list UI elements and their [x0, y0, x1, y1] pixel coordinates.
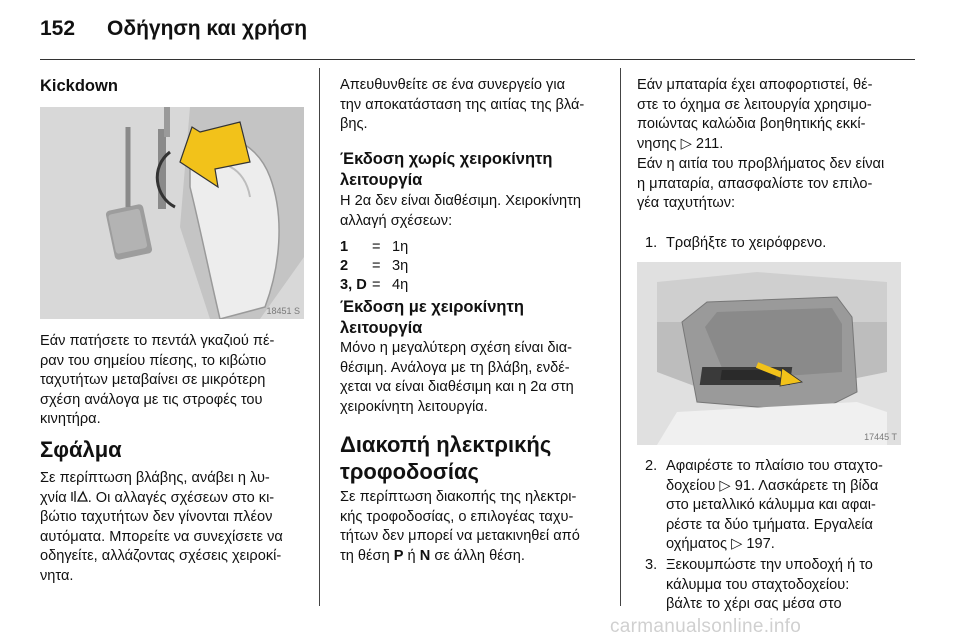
power-failure-section-title: Διακοπή ηλεκτρικής τροφοδοσίας	[340, 432, 552, 484]
power-failure-text	[340, 488, 618, 566]
cause-text	[637, 155, 927, 214]
text-line: Αφαιρέστε το πλαίσιο του σταχτο-	[666, 458, 883, 474]
ashtray-illustration	[637, 262, 901, 445]
transmission-warning-icon	[71, 490, 88, 503]
text-line: τη θέση P ή N σε άλλη θέση.	[340, 547, 525, 564]
text-line: νησης ▷ 211.	[637, 135, 724, 152]
text-line: Απευθυνθείτε σε ένα συνεργείο για	[340, 77, 566, 93]
page-reference-triangle-icon: ▷	[731, 536, 743, 553]
column-1	[40, 76, 306, 97]
text-line: Μόνο η μεγαλύτερη σχέση είναι δια-	[340, 340, 573, 356]
gear-n-label: N	[419, 547, 431, 564]
column-divider	[319, 68, 320, 606]
text-line: βης.	[340, 116, 368, 133]
text-line: Σε περίπτωση βλάβης, ανάβει η λυ-	[40, 470, 270, 486]
text-line: οδηγείτε, αλλάζοντας σχέσεις χειροκί-	[40, 548, 282, 565]
text-line: νητα.	[40, 567, 74, 584]
text-line: ποιώντας καλώδια βοηθητικής εκκί-	[637, 116, 866, 133]
figure-code: 18451 S	[266, 306, 300, 316]
gear-row: 2 = 3η	[340, 258, 409, 274]
text-line: Εάν η αιτία του προβλήματος δεν είναι	[637, 156, 885, 172]
header-rule	[40, 59, 915, 60]
watermark: carmanualsonline.info	[610, 616, 802, 637]
pedal-illustration	[40, 107, 304, 319]
text-line: γέα ταχυτήτων:	[637, 195, 736, 212]
ashtray-figure	[637, 262, 901, 445]
text-line: βώτιο ταχυτήτων δεν γίνονται πλέον	[40, 509, 273, 526]
text-line: την αποκατάσταση της αιτίας της βλά-	[340, 96, 585, 113]
column-3	[637, 76, 927, 154]
subsection-no-manual-text	[340, 192, 610, 231]
text-line: θέσιμη. Ανάλογα με τη βλάβη, ενδέ-	[340, 359, 570, 376]
text-line: ρέστε τα δύο τμήματα. Εργαλεία	[666, 516, 873, 533]
text-line: Εάν μπαταρία έχει αποφορτιστεί, θέ-	[637, 77, 873, 93]
text-line: Ξεκουμπώστε την υποδοχή ή το	[666, 557, 873, 573]
text-line: στε το όχημα σε λειτουργία χρησιμο-	[637, 96, 872, 113]
page-number: 152	[40, 17, 76, 40]
subsection-no-manual-title: Έκδοση χωρίς χειροκίνητη λειτουργία	[340, 150, 553, 189]
page-reference-triangle-icon: ▷	[680, 135, 692, 152]
subsection-manual-title: Έκδοση με χειροκίνητη λειτουργία	[340, 298, 524, 337]
text-line: στο μεταλλικό κάλυμμα και αφαι-	[666, 497, 876, 514]
text-line: χνία . Οι αλλαγές σχέσεων στο κι-	[40, 489, 275, 506]
error-section-title: Σφάλμα	[40, 437, 122, 462]
gear-row: 1 = 1η	[340, 239, 409, 255]
column-divider	[620, 68, 621, 606]
page-reference-triangle-icon: ▷	[719, 477, 731, 494]
text-line: κάλυμμα του σταχτοδοχείου:	[666, 576, 850, 593]
gear-p-label: P	[393, 547, 404, 564]
kickdown-heading: Kickdown	[40, 77, 118, 95]
gear-row: 3, D = 4η	[340, 277, 409, 293]
text-line: αυτόματα. Μπορείτε να συνεχίσετε να	[40, 528, 283, 545]
kickdown-text	[40, 332, 310, 430]
text-line: σχέση ανάλογα με τις στροφές του	[40, 391, 263, 408]
text-line: τήτων δεν μπορεί να μετακινηθεί από	[340, 528, 580, 545]
text-line: ραν του σημείου πίεσης, το κιβώτιο	[40, 352, 267, 369]
figure-code: 17445 T	[864, 432, 897, 442]
text-line: κινητήρα.	[40, 411, 101, 428]
text-line: χειροκίνητη λειτουργία.	[340, 398, 488, 415]
text-line: χεται να είναι διαθέσιμη και η 2α στη	[340, 379, 574, 396]
text-line: οχήματος ▷ 197.	[666, 536, 775, 553]
text-line: κής τροφοδοσίας, ο επιλογέας ταχυ-	[340, 508, 574, 525]
error-text	[40, 469, 315, 587]
text-line: δοχείου ▷ 91. Λασκάρετε τη βίδα	[666, 477, 879, 494]
text-line: Η 2α δεν είναι διαθέσιμη. Χειροκίνητη	[340, 193, 582, 209]
step-3: 3. Ξεκουμπώστε την υποδοχή ή το κάλυμμα του σταχτοδοχείου: βάλτε το χέρι σας μέσα στο	[645, 556, 930, 618]
text-line: ταχυτήτων μεταβαίνει σε μικρότερη	[40, 372, 266, 389]
page-reference[interactable]: 91	[734, 477, 751, 494]
column-2	[340, 76, 610, 135]
text-line: Σε περίπτωση διακοπής της ηλεκτρι-	[340, 489, 577, 505]
text-line: η μπαταρία, απασφαλίστε τον επιλο-	[637, 175, 873, 192]
gear-mapping-table	[340, 238, 408, 295]
page-reference[interactable]: 211	[695, 135, 720, 152]
page-reference[interactable]: 197	[746, 536, 771, 553]
subsection-manual-text	[340, 339, 615, 417]
text-line: βάλτε το χέρι σας μέσα στο	[666, 596, 842, 613]
text-line: αλλαγή σχέσεων:	[340, 212, 453, 229]
kickdown-figure	[40, 107, 304, 319]
text-line: Εάν πατήσετε το πεντάλ γκαζιού πέ-	[40, 333, 275, 349]
page-title: Οδήγηση και χρήση	[107, 17, 308, 40]
step-2: 2. Αφαιρέστε το πλαίσιο του σταχτο- δοχείου ▷ 91. Λασκάρετε τη βίδα στο μεταλλικό κάλυμμα και αφαι- ρέστε τα δύο τμήματα. Εργαλεία οχήματος ▷ 197.	[645, 457, 930, 577]
